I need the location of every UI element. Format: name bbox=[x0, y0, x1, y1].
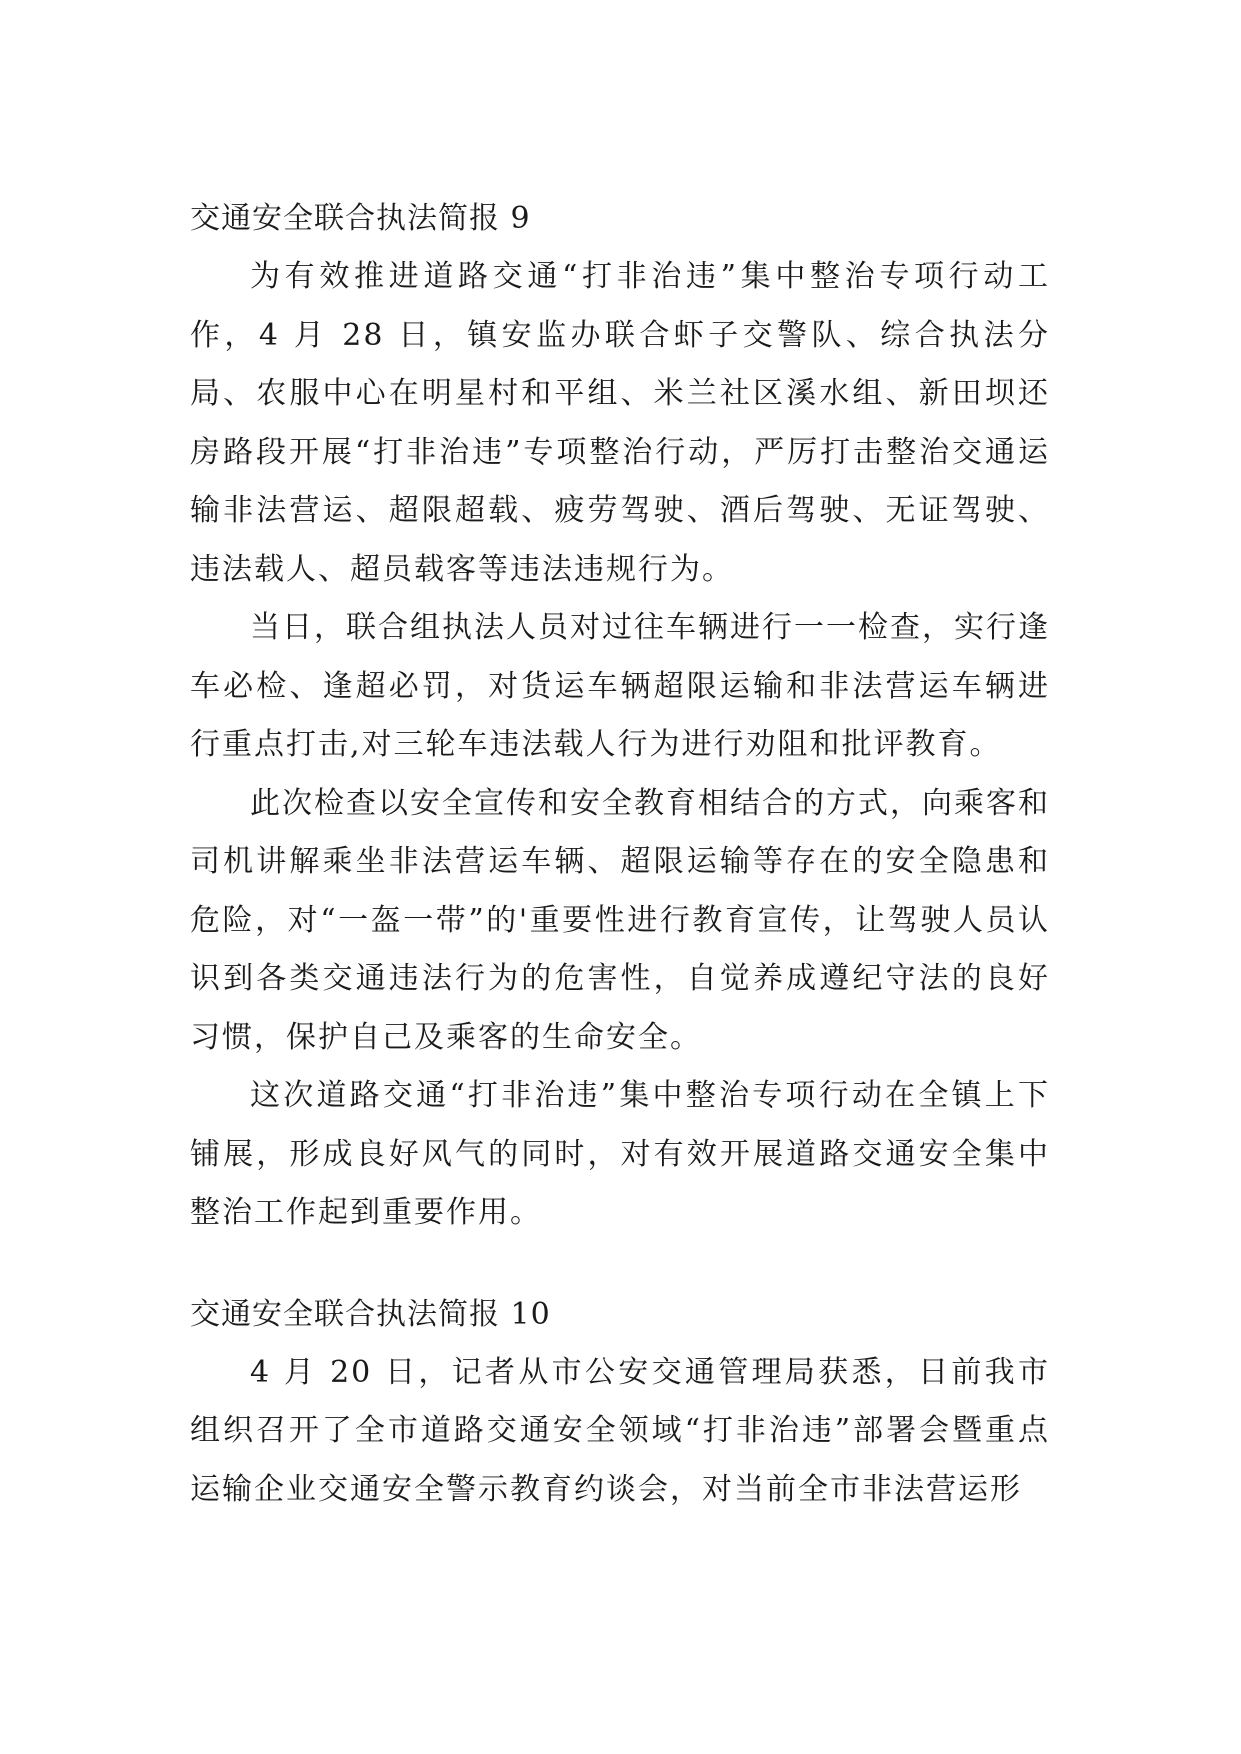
paragraph: 此次检查以安全宣传和安全教育相结合的方式，向乘客和司机讲解乘坐非法营运车辆、超限运输等存在的安全隐患和危险，对“一盔一带”的'重要性进行教育宣传，让驾驶人员认识到各类交通违法行为的危害性，自觉养成遵纪守法的良好习惯，保护自己及乘客的生命安全。 bbox=[190, 785, 1050, 1055]
briefing-section-9 bbox=[190, 190, 1050, 1243]
section-title: 交通安全联合执法简报 10 bbox=[190, 1296, 551, 1332]
paragraph: 4 月 20 日，记者从市公安交通管理局获悉，日前我市组织召开了全市道路交通安全领域“打非治违”部署会暨重点运输企业交通安全警示教育约谈会，对当前全市非法营运形 bbox=[190, 1354, 1050, 1507]
paragraph: 这次道路交通“打非治违”集中整治专项行动在全镇上下铺展，形成良好风气的同时，对有效开展道路交通安全集中整治工作起到重要作用。 bbox=[190, 1078, 1050, 1230]
paragraph: 当日，联合组执法人员对过往车辆进行一一检查，实行逢车必检、逢超必罚，对货运车辆超限运输和非法营运车辆进行重点打击,对三轮车违法载人行为进行劝阻和批评教育。 bbox=[190, 610, 1050, 762]
document-page bbox=[190, 190, 1050, 1519]
briefing-section-10 bbox=[190, 1286, 1050, 1520]
section-title: 交通安全联合执法简报 9 bbox=[190, 201, 531, 236]
paragraph: 为有效推进道路交通“打非治违”集中整治专项行动工作，4 月 28 日，镇安监办联合虾子交警队、综合执法分局、农服中心在明星村和平组、米兰社区溪水组、新田坝还房路段开展“打非治违”专项整治行动，严厉打击整治交通运输非法营运、超限超载、疲劳驾驶、酒后驾驶、无证驾驶、违法载人、超员载客等违法违规行为。 bbox=[190, 259, 1050, 587]
